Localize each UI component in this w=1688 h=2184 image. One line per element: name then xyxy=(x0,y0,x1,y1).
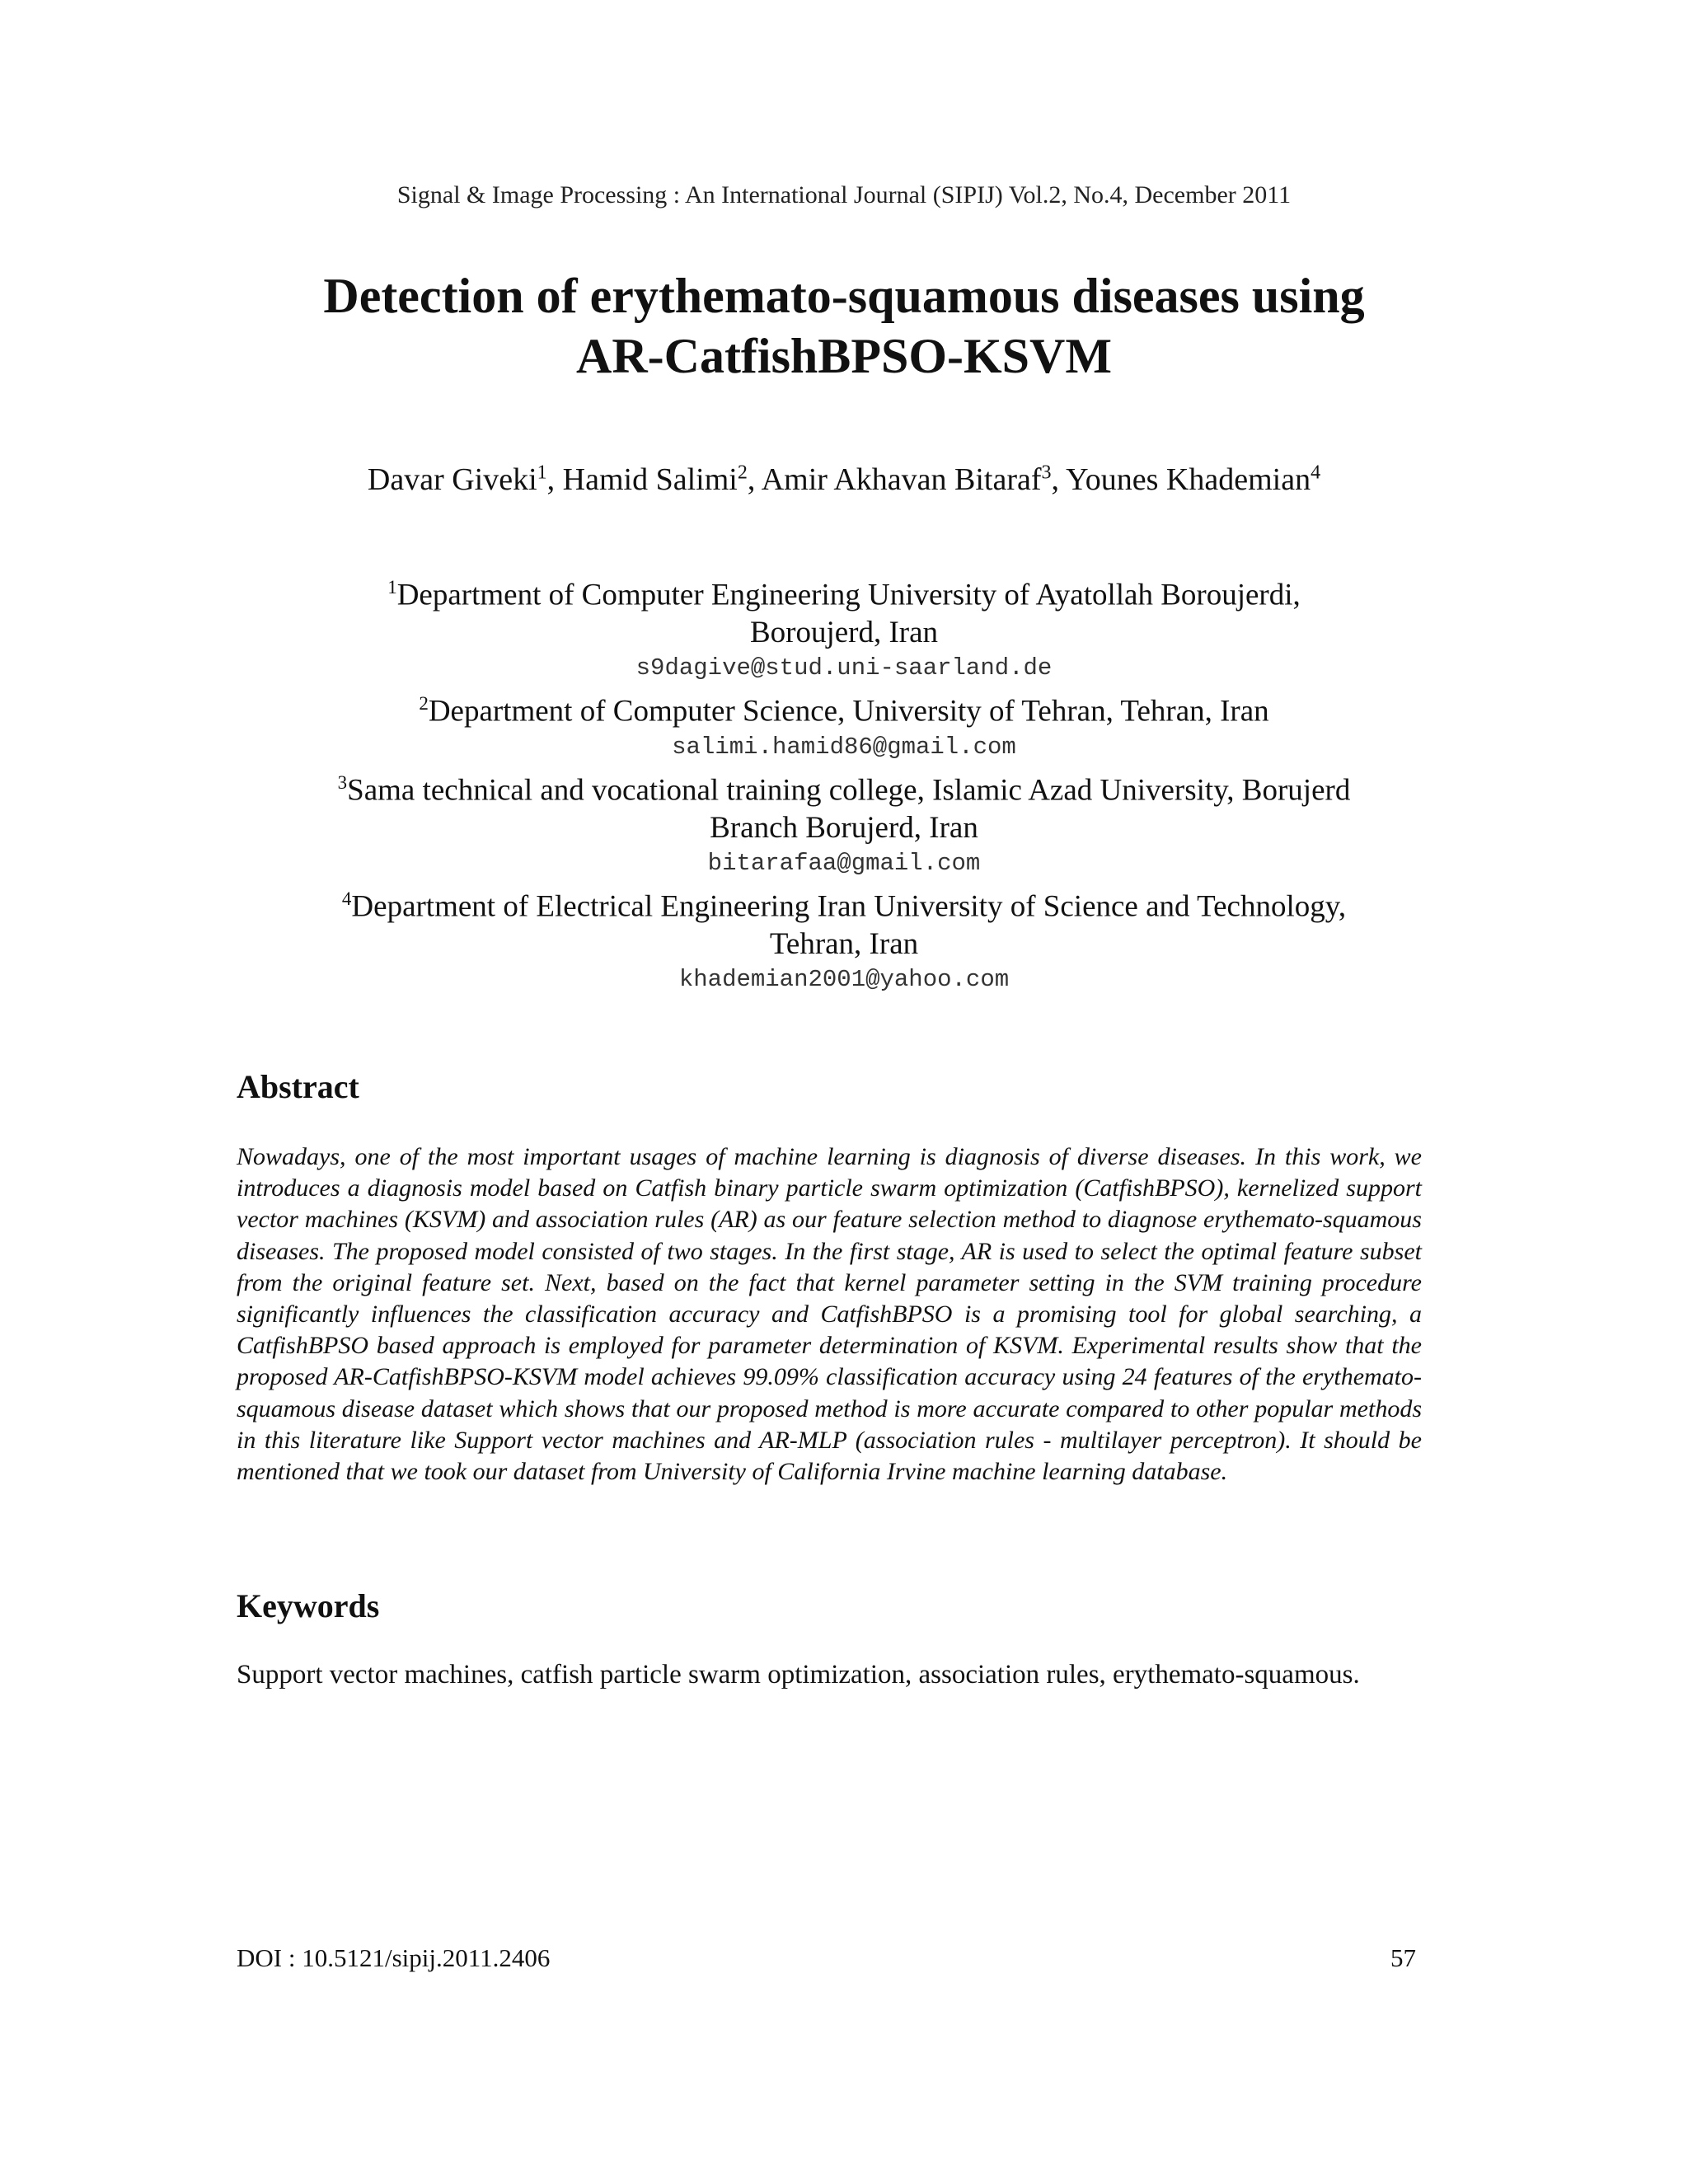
author-email-link[interactable]: khademian2001@yahoo.com xyxy=(678,966,1010,994)
running-header: Signal & Image Processing : An International Journal (SIPIJ) Vol.2, No.4, December 2011 xyxy=(396,181,1292,209)
author-affiliation-mark: 2 xyxy=(737,462,748,484)
affiliation-line xyxy=(124,880,1564,926)
affiliation-mark: 1 xyxy=(387,577,397,598)
paper-title xyxy=(124,266,1564,387)
author-separator: , xyxy=(546,462,563,497)
affiliation-text: Sama technical and vocational training college, Islamic Azad University, Borujerd xyxy=(347,772,1351,807)
affiliation-block xyxy=(124,764,1564,880)
author-name: Davar Giveki xyxy=(367,462,537,497)
author-email-link[interactable]: bitarafaa@gmail.com xyxy=(707,849,981,877)
author-affiliation-mark: 4 xyxy=(1311,462,1321,484)
affiliation-line xyxy=(124,685,1564,730)
author-name: Hamid Salimi xyxy=(562,462,738,497)
doi-footer: DOI : 10.5121/sipij.2011.2406 xyxy=(237,1943,551,1972)
affiliation-line xyxy=(124,569,1564,614)
affiliation-list xyxy=(124,569,1564,996)
author-affiliation-mark: 3 xyxy=(1041,462,1052,484)
affiliation-line: Boroujerd, Iran xyxy=(749,616,939,650)
author-email-link[interactable]: s9dagive@stud.uni-saarland.de xyxy=(635,654,1053,682)
abstract-heading: Abstract xyxy=(237,1068,359,1105)
paper-title-line-2: AR-CatfishBPSO-KSVM xyxy=(575,329,1112,383)
affiliation-text: Department of Computer Engineering University of Ayatollah Boroujerdi, xyxy=(396,578,1301,612)
abstract-text: Nowadays, one of the most important usages of machine learning is diagnosis of diverse diseases. In this work, we introduces a diagnosis model based on Catfish binary particle swarm optimization (CatfishBPSO), kernelized support vector machines (KSVM) and association rules (AR) as our feature selection method to diagnose erythemato-squamous diseases. The proposed model consisted of two stages. In the first stage, AR is used to select the optimal feature subset from the original feature set. Next, based on the fact that kernel parameter setting in the SVM training procedure significantly influences the classification accuracy and CatfishBPSO is a promising tool for global searching, a CatfishBPSO based approach is employed for parameter determination of KSVM. Experimental results show that the proposed AR-CatfishBPSO-KSVM model achieves 99.09% classification accuracy using 24 features of the erythemato-squamous disease dataset which shows that our proposed method is more accurate compared to other popular methods in this literature like Support vector machines and AR-MLP (association rules - multilayer perceptron). It should be mentioned that we took our dataset from University of California Irvine machine learning database. xyxy=(237,1143,1422,1486)
author-name: Amir Akhavan Bitaraf xyxy=(761,462,1042,497)
author-separator: , xyxy=(1051,462,1067,497)
keywords-text: Support vector machines, catfish particle swarm optimization, association rules, erythemato-squamous. xyxy=(237,1660,1360,1690)
affiliation-block xyxy=(124,880,1564,996)
affiliation-line: Tehran, Iran xyxy=(769,927,919,962)
author-affiliation-mark: 1 xyxy=(537,462,547,484)
page-number: 57 xyxy=(1390,1943,1416,1972)
affiliation-text: Department of Electrical Engineering Iran University of Science and Technology, xyxy=(351,889,1347,924)
author-separator: , xyxy=(747,462,762,497)
author-list xyxy=(0,462,1688,498)
author-email-link[interactable]: salimi.hamid86@gmail.com xyxy=(672,733,1016,761)
paper-title-line-1: Detection of erythemato-squamous diseases using xyxy=(323,269,1365,323)
affiliation-block xyxy=(124,685,1564,763)
affiliation-text: Department of Computer Science, University of Tehran, Tehran, Iran xyxy=(428,694,1269,729)
affiliation-line: Branch Borujerd, Iran xyxy=(710,810,978,845)
author-name: Younes Khademian xyxy=(1066,462,1311,497)
affiliation-mark: 3 xyxy=(337,771,348,793)
affiliation-line xyxy=(124,764,1564,809)
affiliation-mark: 2 xyxy=(419,693,429,715)
keywords-heading: Keywords xyxy=(237,1587,380,1624)
affiliation-mark: 4 xyxy=(341,888,352,909)
affiliation-block xyxy=(124,569,1564,685)
